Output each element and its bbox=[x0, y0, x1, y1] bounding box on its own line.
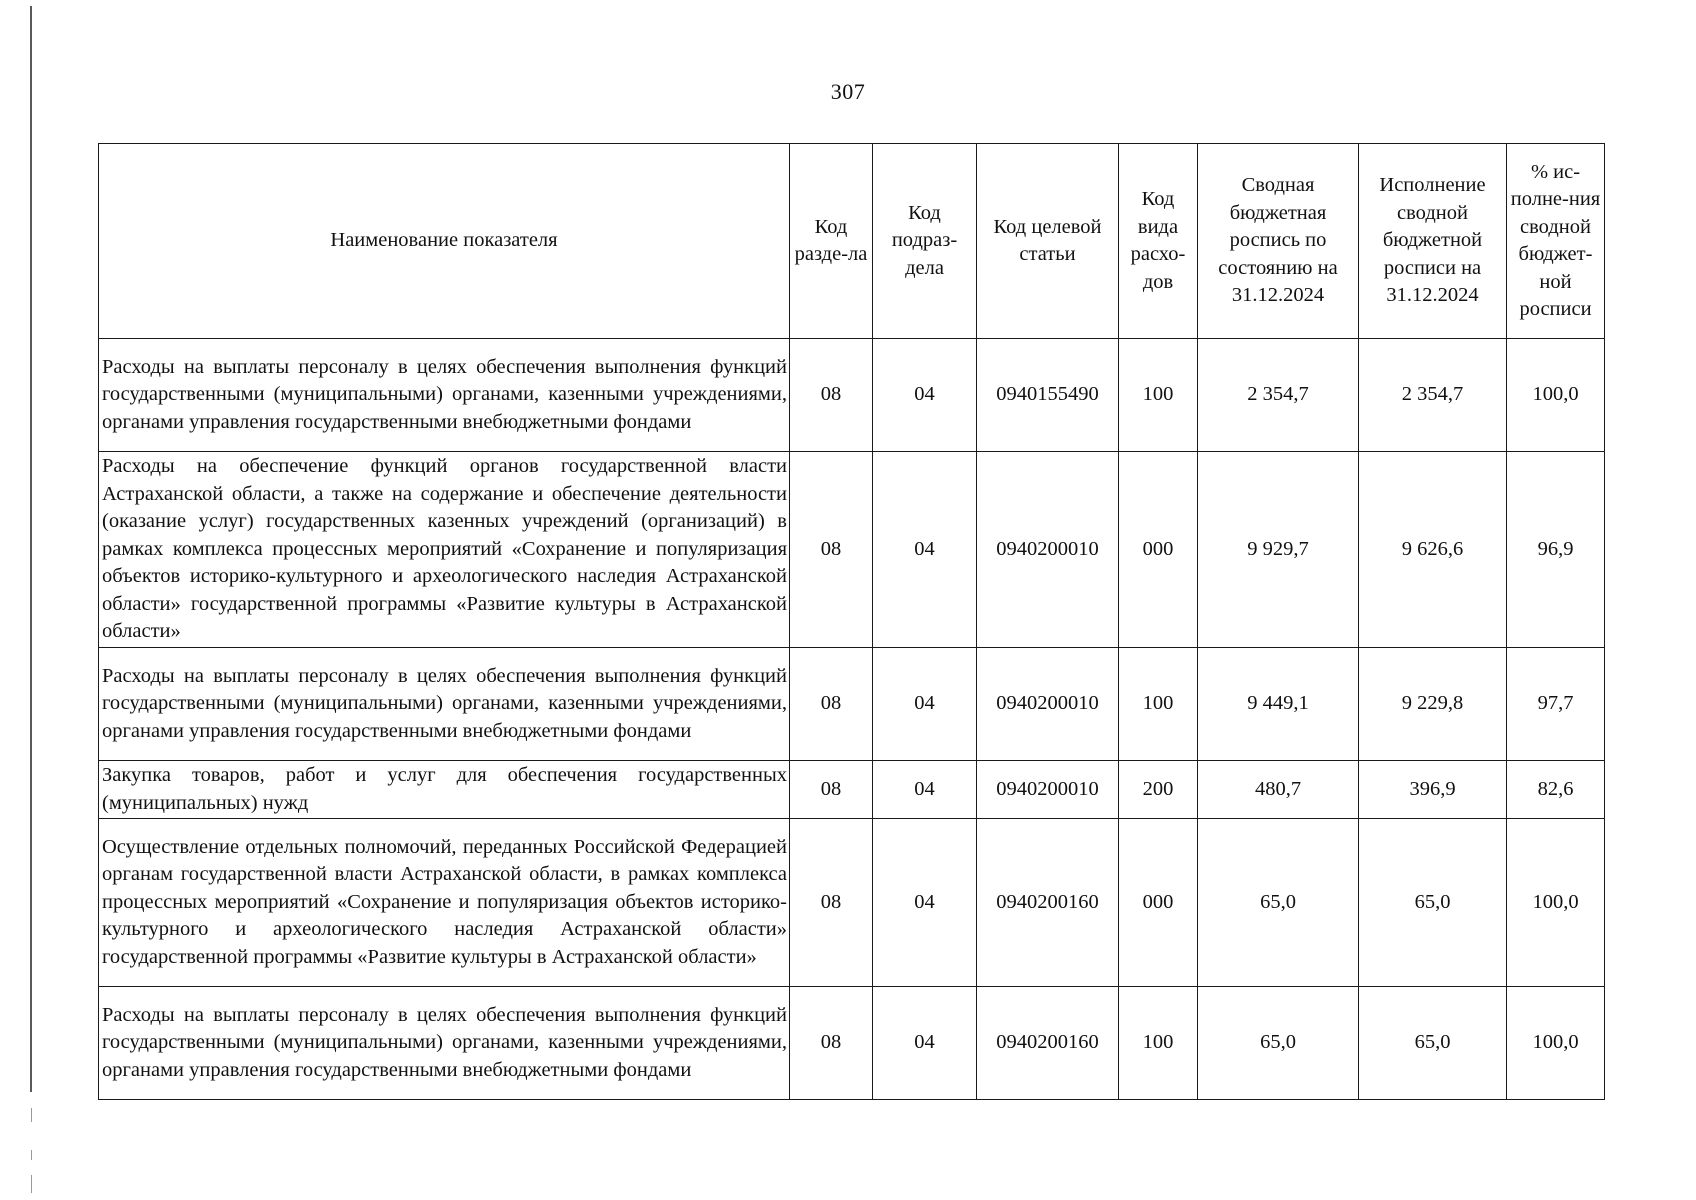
row-subsection-code: 04 bbox=[873, 819, 977, 987]
header-budget-plan: Сводная бюджетная роспись по состоянию на 31.12.2024 bbox=[1198, 144, 1359, 339]
row-target-code: 0940155490 bbox=[977, 339, 1119, 452]
row-section-code: 08 bbox=[790, 987, 873, 1100]
scan-margin-mark bbox=[31, 1108, 32, 1122]
row-subsection-code: 04 bbox=[873, 648, 977, 761]
table-row bbox=[99, 819, 1605, 987]
row-budget-execution: 65,0 bbox=[1359, 987, 1507, 1100]
row-section-code: 08 bbox=[790, 339, 873, 452]
header-target-code: Код целевой статьи bbox=[977, 144, 1119, 339]
table-row bbox=[99, 339, 1605, 452]
table-header-row bbox=[99, 144, 1605, 339]
header-expense-type-code: Код вида расхо-дов bbox=[1119, 144, 1198, 339]
row-budget-plan: 65,0 bbox=[1198, 987, 1359, 1100]
row-target-code: 0940200010 bbox=[977, 452, 1119, 648]
row-expense-type-code: 000 bbox=[1119, 452, 1198, 648]
row-budget-execution: 65,0 bbox=[1359, 819, 1507, 987]
row-expense-type-code: 200 bbox=[1119, 761, 1198, 819]
row-execution-percent: 82,6 bbox=[1507, 761, 1605, 819]
row-budget-execution: 9 626,6 bbox=[1359, 452, 1507, 648]
row-budget-execution: 9 229,8 bbox=[1359, 648, 1507, 761]
row-subsection-code: 04 bbox=[873, 987, 977, 1100]
scan-margin-mark bbox=[31, 1150, 32, 1160]
row-budget-plan: 65,0 bbox=[1198, 819, 1359, 987]
row-name: Осуществление отдельных полномочий, переданных Российской Федерацией органам государственной власти Астраханской области, в рамках комплекса процессных мероприятий «Сохранение и популяризация объектов историко-культурного и археологического наследия Астраханской области» государственной программы «Развитие культуры в Астраханской области» bbox=[99, 819, 790, 987]
row-name: Расходы на выплаты персоналу в целях обеспечения выполнения функций государственными (муниципальными) органами, казенными учреждениями, органами управления государственными внебюджетными фондами bbox=[99, 339, 790, 452]
row-expense-type-code: 100 bbox=[1119, 648, 1198, 761]
row-target-code: 0940200010 bbox=[977, 648, 1119, 761]
row-execution-percent: 97,7 bbox=[1507, 648, 1605, 761]
row-section-code: 08 bbox=[790, 819, 873, 987]
row-execution-percent: 96,9 bbox=[1507, 452, 1605, 648]
row-name: Расходы на выплаты персоналу в целях обеспечения выполнения функций государственными (муниципальными) органами, казенными учреждениями, органами управления государственными внебюджетными фондами bbox=[99, 987, 790, 1100]
row-execution-percent: 100,0 bbox=[1507, 819, 1605, 987]
header-name: Наименование показателя bbox=[99, 144, 790, 339]
header-subsection-code: Код подраз-дела bbox=[873, 144, 977, 339]
row-execution-percent: 100,0 bbox=[1507, 987, 1605, 1100]
row-subsection-code: 04 bbox=[873, 452, 977, 648]
budget-execution-table bbox=[98, 143, 1605, 1100]
table-row bbox=[99, 987, 1605, 1100]
table-row bbox=[99, 648, 1605, 761]
row-budget-plan: 9 929,7 bbox=[1198, 452, 1359, 648]
row-target-code: 0940200160 bbox=[977, 987, 1119, 1100]
row-section-code: 08 bbox=[790, 452, 873, 648]
row-expense-type-code: 100 bbox=[1119, 987, 1198, 1100]
row-budget-execution: 396,9 bbox=[1359, 761, 1507, 819]
row-execution-percent: 100,0 bbox=[1507, 339, 1605, 452]
row-subsection-code: 04 bbox=[873, 339, 977, 452]
row-expense-type-code: 100 bbox=[1119, 339, 1198, 452]
row-expense-type-code: 000 bbox=[1119, 819, 1198, 987]
header-budget-execution: Исполнение сводной бюджетной росписи на 31.12.2024 bbox=[1359, 144, 1507, 339]
page-number: 307 bbox=[830, 79, 866, 104]
row-target-code: 0940200160 bbox=[977, 819, 1119, 987]
row-subsection-code: 04 bbox=[873, 761, 977, 819]
row-budget-execution: 2 354,7 bbox=[1359, 339, 1507, 452]
row-section-code: 08 bbox=[790, 648, 873, 761]
table-row bbox=[99, 761, 1605, 819]
header-section-code: Код разде-ла bbox=[790, 144, 873, 339]
table-row bbox=[99, 452, 1605, 648]
row-target-code: 0940200010 bbox=[977, 761, 1119, 819]
row-name: Закупка товаров, работ и услуг для обеспечения государственных (муниципальных) нужд bbox=[99, 761, 790, 819]
row-name: Расходы на выплаты персоналу в целях обеспечения выполнения функций государственными (муниципальными) органами, казенными учреждениями, органами управления государственными внебюджетными фондами bbox=[99, 648, 790, 761]
scan-margin-line bbox=[30, 6, 32, 1092]
row-budget-plan: 9 449,1 bbox=[1198, 648, 1359, 761]
row-budget-plan: 2 354,7 bbox=[1198, 339, 1359, 452]
row-budget-plan: 480,7 bbox=[1198, 761, 1359, 819]
header-execution-percent: % ис-полне-ния сводной бюджет-ной росписи bbox=[1507, 144, 1605, 339]
scan-margin-mark bbox=[31, 1175, 32, 1193]
row-section-code: 08 bbox=[790, 761, 873, 819]
row-name: Расходы на обеспечение функций органов государственной власти Астраханской области, а также на содержание и обеспечение деятельности (оказание услуг) государственных казенных учреждений (организаций) в рамках комплекса процессных мероприятий «Сохранение и популяризация объектов историко-культурного и археологического наследия Астраханской области» государственной программы «Развитие культуры в Астраханской области» bbox=[99, 452, 790, 648]
